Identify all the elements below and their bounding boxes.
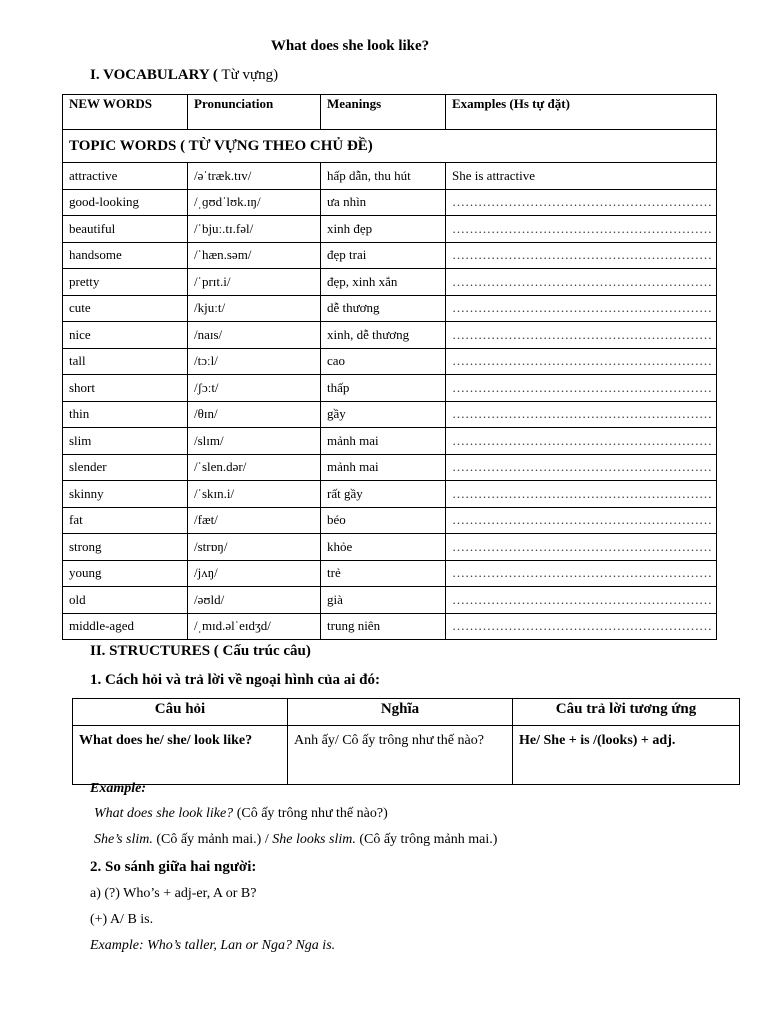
structure-header-row — [73, 699, 740, 726]
vocab-pronunciation: /jʌŋ/ — [188, 560, 321, 587]
vocab-word: thin — [63, 401, 188, 428]
header-meanings: Meanings — [321, 95, 446, 130]
compare-example: Example: Who’s taller, Lan or Nga? Nga is. — [90, 938, 336, 953]
vocab-meaning: trẻ — [321, 560, 446, 587]
vocab-row — [63, 613, 717, 640]
vocab-meaning: mảnh mai — [321, 454, 446, 481]
vocab-row — [63, 507, 717, 534]
vocab-example: …………………………………………………… — [446, 507, 717, 534]
vocab-meaning: rất gầy — [321, 481, 446, 508]
vocab-word: beautiful — [63, 216, 188, 243]
vocab-meaning: ưa nhìn — [321, 189, 446, 216]
vocab-row — [63, 587, 717, 614]
vocab-word: handsome — [63, 242, 188, 269]
vocab-example: …………………………………………………… — [446, 348, 717, 375]
vocab-meaning: xinh đẹp — [321, 216, 446, 243]
vocab-example: …………………………………………………… — [446, 269, 717, 296]
vocab-row — [63, 534, 717, 561]
vocab-meaning: gầy — [321, 401, 446, 428]
structure-row — [73, 726, 740, 785]
vocab-example: …………………………………………………… — [446, 428, 717, 455]
vocab-word: fat — [63, 507, 188, 534]
vocab-example: …………………………………………………… — [446, 481, 717, 508]
vocab-meaning: trung niên — [321, 613, 446, 640]
vocab-row — [63, 242, 717, 269]
vocab-meaning: béo — [321, 507, 446, 534]
structure-meaning: Anh ấy/ Cô ấy trông như thế nào? — [288, 726, 513, 785]
vocab-example: …………………………………………………… — [446, 454, 717, 481]
vocab-word: slender — [63, 454, 188, 481]
vocab-word: strong — [63, 534, 188, 561]
vocab-example: …………………………………………………… — [446, 216, 717, 243]
structure-question: What does he/ she/ look like? — [73, 726, 288, 785]
header-examples: Examples (Hs tự đặt) — [446, 95, 717, 130]
vocab-pronunciation: /naɪs/ — [188, 322, 321, 349]
page-title: What does she look like? — [270, 38, 430, 54]
vocab-word: slim — [63, 428, 188, 455]
vocab-header-row — [63, 95, 717, 130]
header-pronunciation: Pronunciation — [188, 95, 321, 130]
vocab-row — [63, 216, 717, 243]
vocab-pronunciation: /ʃɔːt/ — [188, 375, 321, 402]
subsection-2-heading: 2. So sánh giữa hai người: — [90, 859, 257, 875]
vocab-pronunciation: /ˌɡʊdˈlʊk.ɪŋ/ — [188, 189, 321, 216]
vocab-example: …………………………………………………… — [446, 401, 717, 428]
vocab-example: …………………………………………………… — [446, 322, 717, 349]
vocab-pronunciation: /ˈskɪn.i/ — [188, 481, 321, 508]
vocab-meaning: đẹp, xinh xắn — [321, 269, 446, 296]
vocab-row — [63, 163, 717, 190]
vocab-example: …………………………………………………… — [446, 613, 717, 640]
vocab-meaning: xinh, dễ thương — [321, 322, 446, 349]
vocab-pronunciation: /əˈtræk.tɪv/ — [188, 163, 321, 190]
vocab-word: cute — [63, 295, 188, 322]
vocab-example: …………………………………………………… — [446, 189, 717, 216]
vocab-pronunciation: /θɪn/ — [188, 401, 321, 428]
vocabulary-table — [62, 94, 717, 640]
vocab-row — [63, 322, 717, 349]
vocab-row — [63, 454, 717, 481]
structure-table — [72, 698, 740, 785]
vocab-word: old — [63, 587, 188, 614]
vocab-example: …………………………………………………… — [446, 242, 717, 269]
vocab-word: tall — [63, 348, 188, 375]
vocab-meaning: thấp — [321, 375, 446, 402]
vocab-meaning: cao — [321, 348, 446, 375]
vocab-pronunciation: /ˈbjuː.tɪ.fəl/ — [188, 216, 321, 243]
vocab-pronunciation: /strɒŋ/ — [188, 534, 321, 561]
vocab-meaning: đẹp trai — [321, 242, 446, 269]
vocab-pronunciation: /ˌmɪd.əlˈeɪdʒd/ — [188, 613, 321, 640]
vocab-row — [63, 269, 717, 296]
vocab-example: …………………………………………………… — [446, 534, 717, 561]
vocab-pronunciation: /ˈhæn.səm/ — [188, 242, 321, 269]
vocab-word: attractive — [63, 163, 188, 190]
vocab-meaning: khỏe — [321, 534, 446, 561]
vocab-word: good-looking — [63, 189, 188, 216]
vocab-example: …………………………………………………… — [446, 295, 717, 322]
vocab-word: young — [63, 560, 188, 587]
vocab-word: skinny — [63, 481, 188, 508]
header-question: Câu hỏi — [73, 699, 288, 726]
vocab-row — [63, 401, 717, 428]
vocab-pronunciation: /fæt/ — [188, 507, 321, 534]
subsection-1-heading: 1. Cách hỏi và trả lời về ngoại hình của ai đó: — [90, 672, 381, 688]
vocab-pronunciation: /ˈprɪt.i/ — [188, 269, 321, 296]
vocab-example: She is attractive — [446, 163, 717, 190]
vocab-meaning: già — [321, 587, 446, 614]
vocab-row — [63, 560, 717, 587]
section-vocabulary-heading: I. VOCABULARY ( Từ vựng) — [90, 67, 279, 83]
vocab-meaning: hấp dẫn, thu hút — [321, 163, 446, 190]
vocab-row — [63, 481, 717, 508]
header-meaning: Nghĩa — [288, 699, 513, 726]
vocab-pronunciation: /slɪm/ — [188, 428, 321, 455]
vocab-word: short — [63, 375, 188, 402]
vocab-row — [63, 295, 717, 322]
section-structures-heading: II. STRUCTURES ( Cấu trúc câu) — [90, 643, 311, 659]
vocab-example: …………………………………………………… — [446, 587, 717, 614]
example-label: Example: — [90, 781, 146, 796]
vocab-word: pretty — [63, 269, 188, 296]
vocab-pronunciation: /tɔːl/ — [188, 348, 321, 375]
vocab-meaning: mảnh mai — [321, 428, 446, 455]
vocab-example: …………………………………………………… — [446, 375, 717, 402]
topic-heading: TOPIC WORDS ( TỪ VỰNG THEO CHỦ ĐỀ) — [63, 130, 717, 163]
vocab-meaning: dễ thương — [321, 295, 446, 322]
example-question-line: What does she look like? (Cô ấy trông như thế nào?) — [94, 806, 388, 821]
header-answer: Câu trả lời tương ứng — [513, 699, 740, 726]
vocab-row — [63, 428, 717, 455]
topic-heading-row — [63, 130, 717, 163]
vocab-pronunciation: /ˈslen.dər/ — [188, 454, 321, 481]
vocab-word: nice — [63, 322, 188, 349]
vocab-pronunciation: /kjuːt/ — [188, 295, 321, 322]
compare-line-b: (+) A/ B is. — [90, 912, 154, 927]
header-new-words: NEW WORDS — [63, 95, 188, 130]
vocab-row — [63, 189, 717, 216]
example-answer-line: She’s slim. (Cô ấy mảnh mai.) / She looks slim. (Cô ấy trông mảnh mai.) — [94, 832, 498, 847]
compare-line-a: a) (?) Who’s + adj-er, A or B? — [90, 886, 257, 901]
vocab-row — [63, 375, 717, 402]
structure-answer: He/ She + is /(looks) + adj. — [513, 726, 740, 785]
vocab-row — [63, 348, 717, 375]
vocab-example: …………………………………………………… — [446, 560, 717, 587]
vocab-pronunciation: /əʊld/ — [188, 587, 321, 614]
vocab-word: middle-aged — [63, 613, 188, 640]
